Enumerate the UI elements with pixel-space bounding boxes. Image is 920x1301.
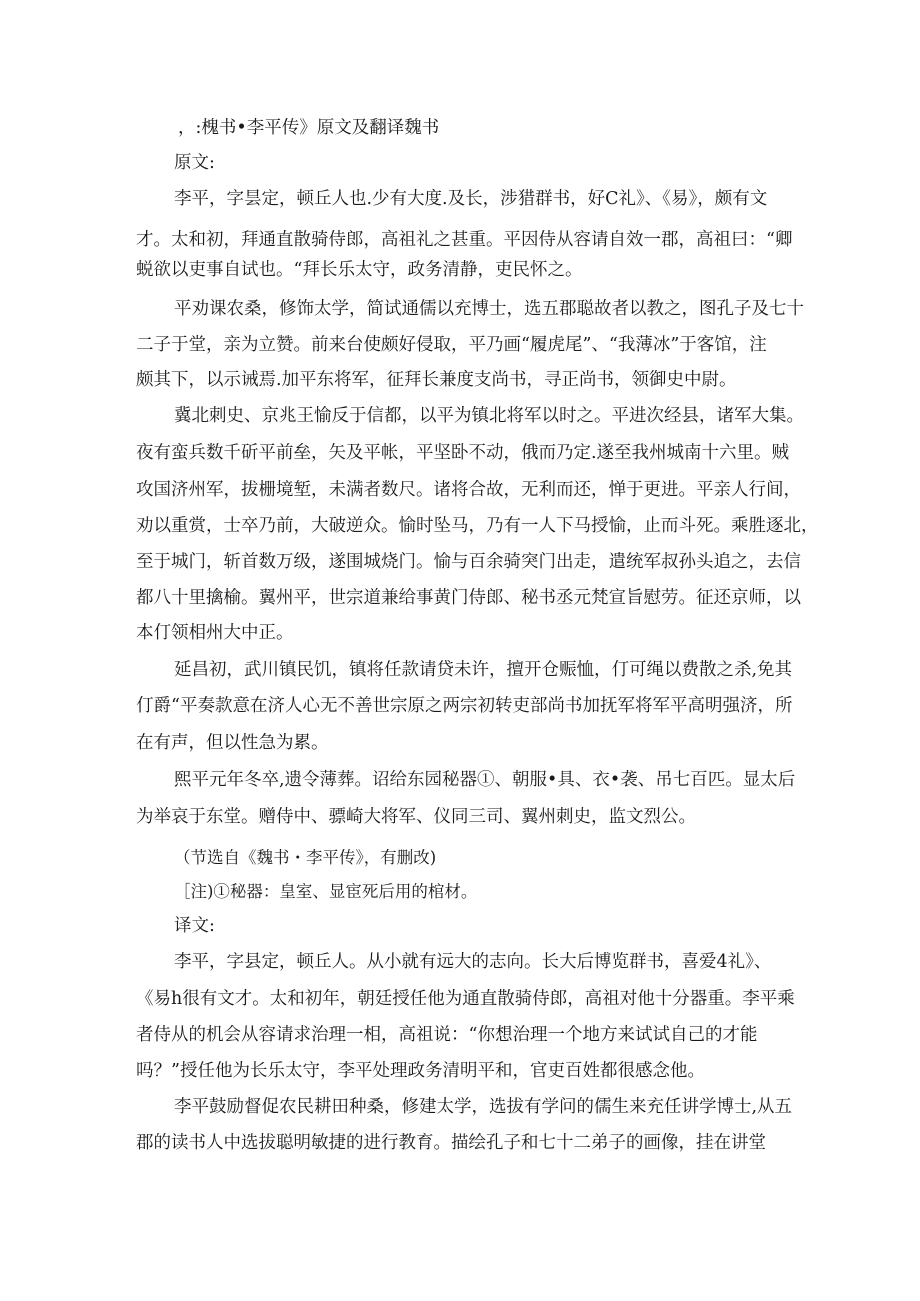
translation-p1-line3: 者侍从的机会从容请求治理一相，高祖说：“你想治理一个地方来试试自己的才能 [136, 1025, 758, 1045]
original-p2-line2: 二子于堂，亲为立赞。前来台使颇好侵取，平乃画“履虎尾”、“我薄冰”于客馆，注 [136, 335, 767, 355]
original-p1-line1: 李平，字昙定，顿丘人也.少有大度.及长，涉猎群书，好C礼》、《易》，颇有文 [174, 189, 768, 209]
original-p5-line1: 熙平元年冬卒,遗令薄葬。诏给东园秘器①、朝服•具、衣•袭、吊七百匹。显太后 [174, 770, 796, 790]
original-p3-line1: 冀北刺史、京兆王愉反于信都，以平为镇北将军以时之。平进次经县，诸军大集。 [174, 406, 804, 426]
translation-p1-line4: 吗？”授任他为长乐太守，李平处理政务清明平和，官吏百姓都很感念他。 [136, 1061, 705, 1081]
original-p1-line2: 才。太和初，拜通直散骑侍郎，高祖礼之甚重。平因侍从容请自效一郡，高祖曰：“卿 [136, 230, 793, 250]
original-p2-line1: 平劝课农桑，修饰太学，简试通儒以充博士，选五郡聪故者以教之，图孔子及七十 [174, 299, 804, 319]
translation-p1-line1: 李平，字县定，顿丘人。从小就有远大的志向。长大后博览群书，喜爱4礼》、 [174, 952, 772, 972]
original-p3-line3: 攻国济州军，拔栅境堑，未满者数尺。诸将合故，无利而还，惮于更进。平亲人行间， [136, 480, 801, 500]
original-p2-line3: 颇其下，以示诫焉.加平东将军，征拜长兼度支尚书，寻正尚书，领御史中尉。 [136, 370, 737, 390]
source-citation: （节选自《魏书・李平传》，有删改) [174, 848, 437, 867]
original-p3-line6: 都八十里擒榆。翼州平，世宗道兼给事黄门侍郎、秘书丞元梵宣旨慰劳。征还京师，以 [136, 588, 801, 608]
original-p3-line4: 劝以重赏，士卒乃前，大破逆众。愉时坠马，乃有一人下马授愉，止而斗死。乘胜逐北， [136, 516, 819, 536]
original-p3-line7: 本仃领相州大中正。 [136, 623, 294, 643]
original-p3-line2: 夜有蛮兵数千斫平前垒，矢及平帐，平坚卧不动，俄而乃定.遂至我州城南十六里。贼 [136, 443, 790, 463]
original-label: 原文: [174, 153, 215, 173]
translation-p2-line2: 郡的读书人中选拔聪明敏捷的进行教育。描绘孔子和七十二弟子的画像，挂在讲堂 [136, 1133, 766, 1153]
original-p5-line2: 为举哀于东堂。赠侍中、骠崎大将军、仪同三司、翼州刺史，监文烈公。 [136, 807, 696, 827]
document-title: ，:槐书•李平传》原文及翻译魏书 [178, 118, 440, 138]
original-p4-line2: 仃爵“平奏款意在济人心无不善世宗原之两宗初转吏部尚书加抚军将军平高明强济，所 [136, 696, 793, 716]
translation-p1-line2: 《易h很有文才。太和初年，朝廷授任他为通直散骑侍郎，高祖对他十分器重。李平乘 [136, 989, 795, 1009]
original-p4-line1: 延昌初，武川镇民饥，镇将任款请贷未许，擅开仓赈恤，仃可绳以费散之杀,免其 [174, 660, 793, 680]
original-p3-line5: 至于城门，斩首数万级，遂围城烧门。愉与百余骑突门出走，遣统军叔孙头追之，去信 [136, 552, 801, 572]
translation-label: 译文: [174, 916, 215, 936]
footnote: ［注)①秘器：皇室、显宦死后用的棺材。 [174, 882, 478, 901]
original-p4-line3: 在有声，但以性急为累。 [136, 733, 329, 753]
translation-p2-line1: 李平鼓励督促农民耕田种桑，修建太学，选拔有学问的儒生来充任讲学博士,从五 [174, 1097, 793, 1117]
original-p1-line3: 蜕欲以吏事自试也。“拜长乐太守，政务清静，吏民怀之。 [136, 260, 583, 280]
